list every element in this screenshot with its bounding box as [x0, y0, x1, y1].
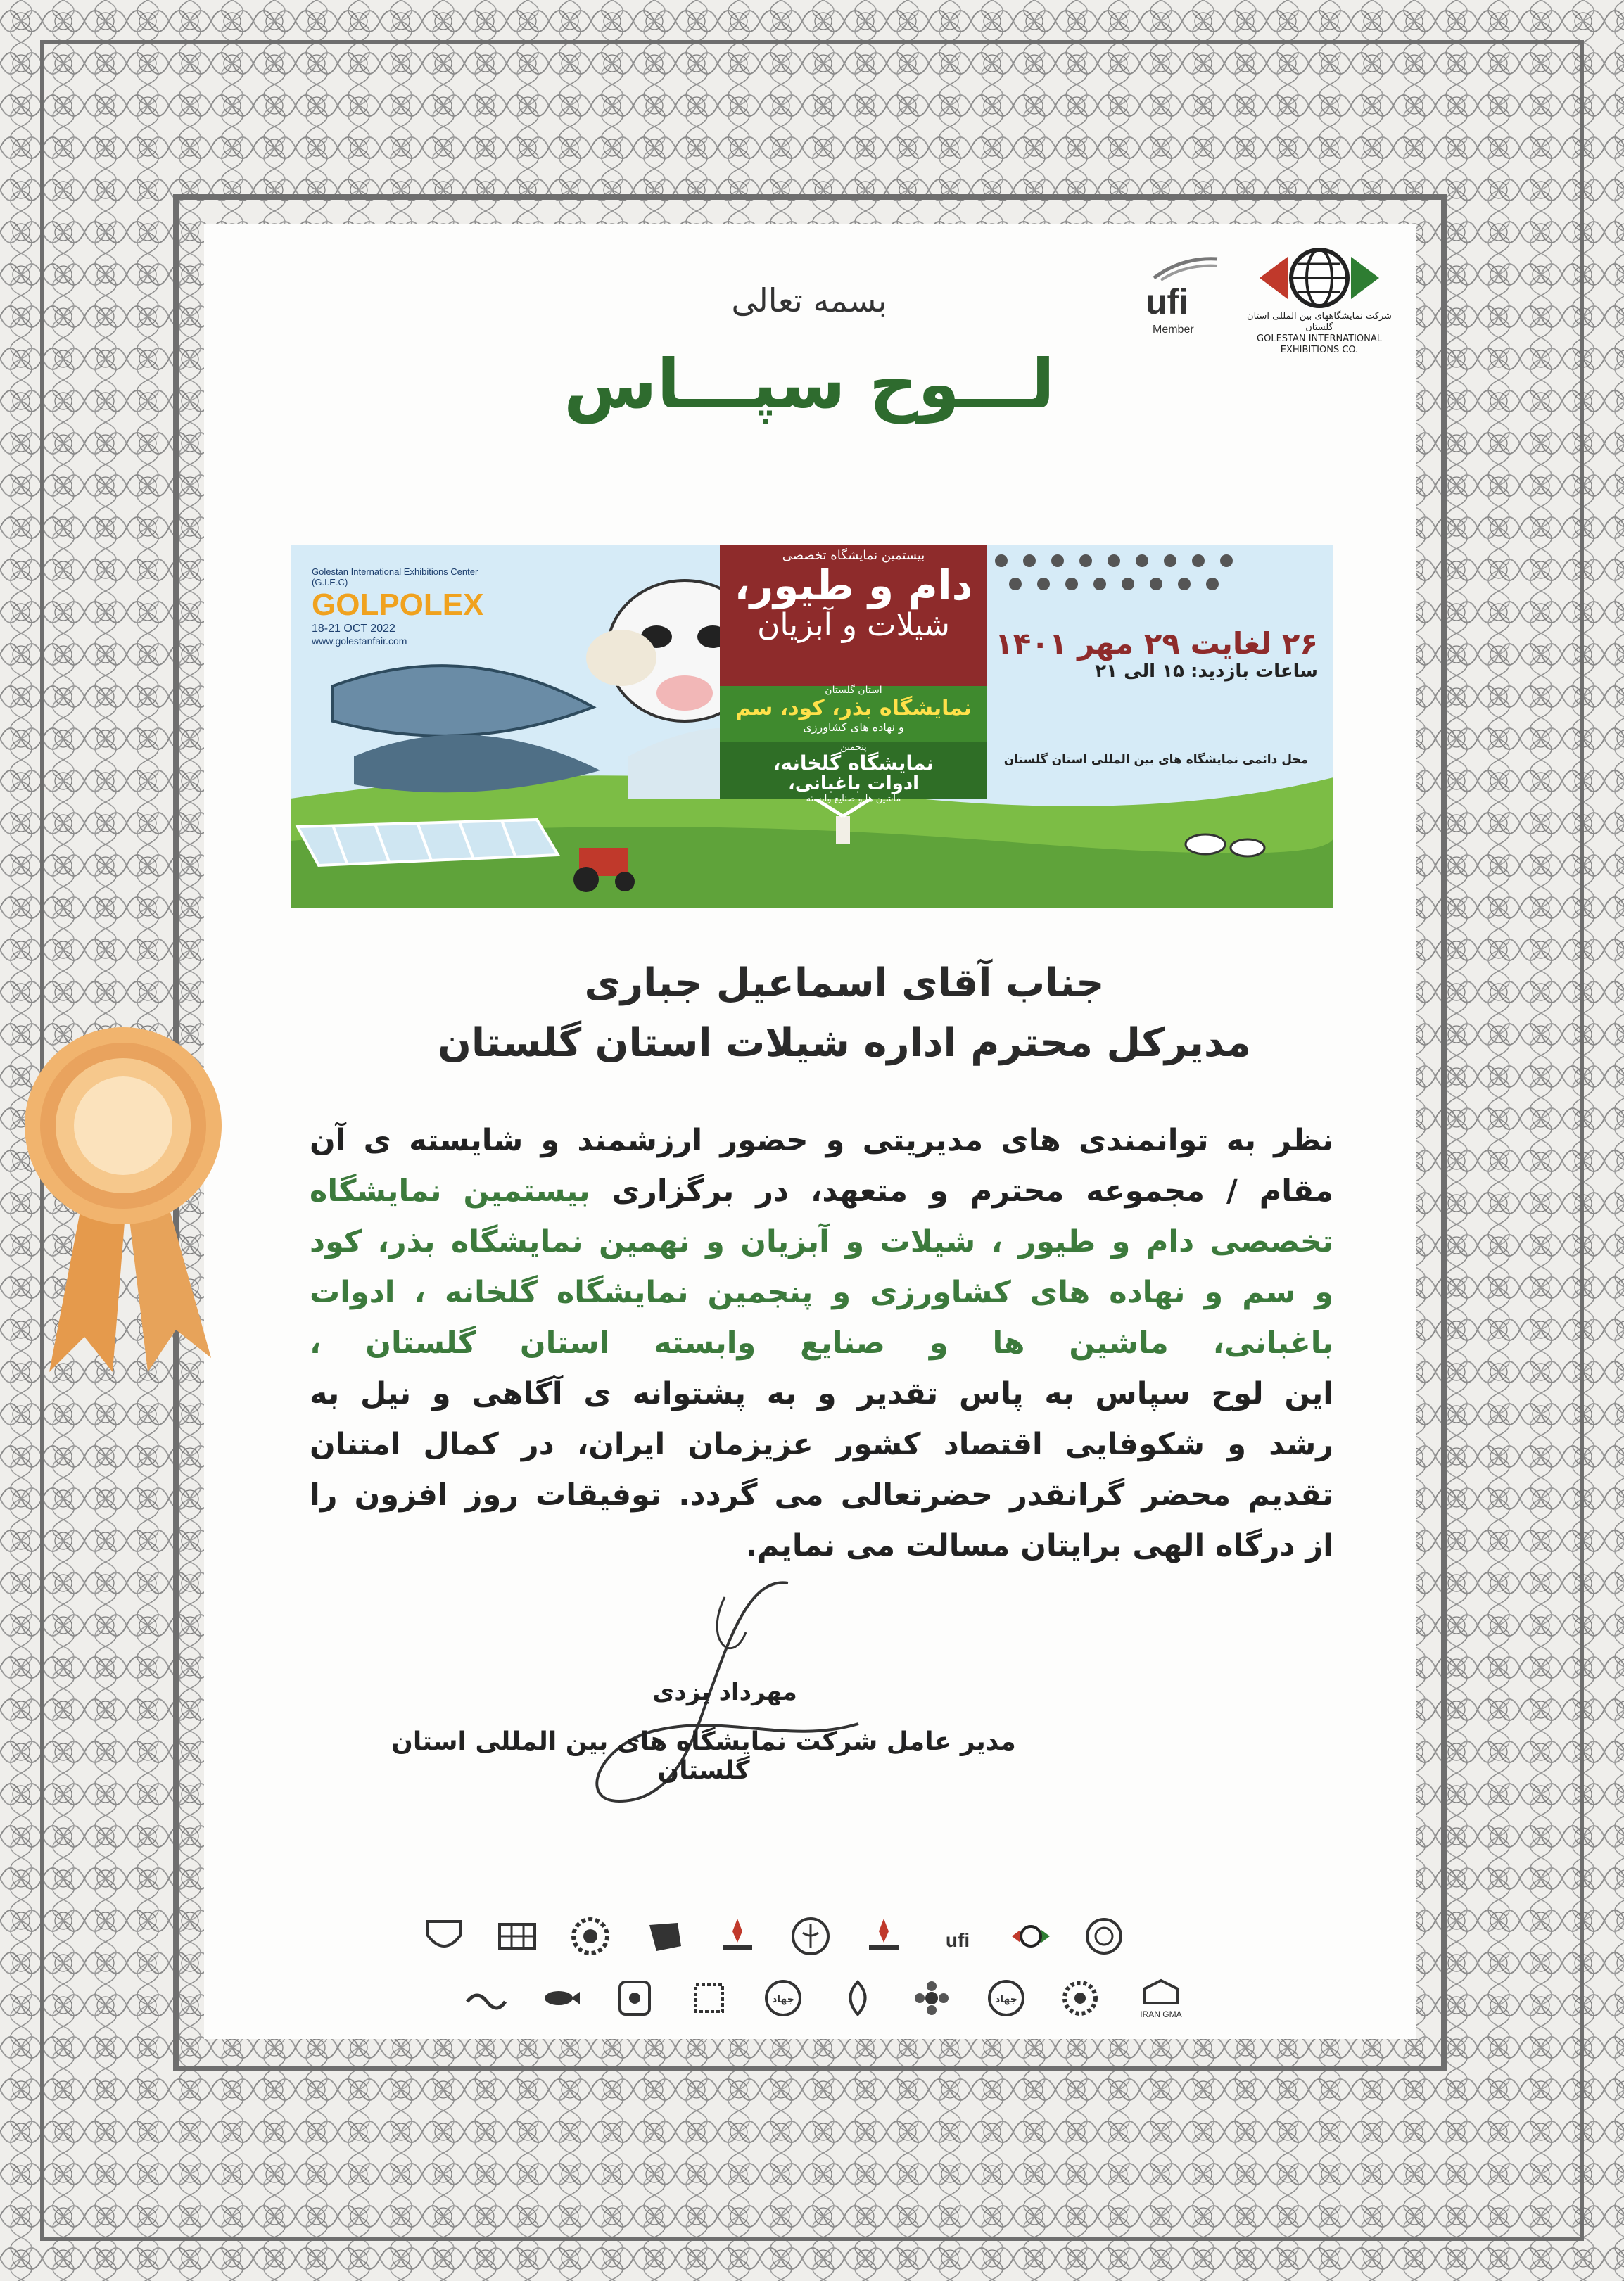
body-line-7: رشد و شکوفایی اقتصاد کشور عزیزمان ایران، در کمال امتنان [310, 1427, 1333, 1462]
body-line-2a: مقام / مجموعه محترم و متعهد، در برگزاری [611, 1174, 1333, 1209]
iran-gma-label: IRAN GMA [1140, 2009, 1182, 2019]
iran-map-logo-icon [642, 1914, 686, 1958]
banner-second-title: نمایشگاه بذر، کود، سم [735, 696, 972, 720]
ministry2-logo-icon [862, 1914, 906, 1958]
body-line-9: از درگاه الهی برایتان مسالت می نمایم. [745, 1528, 1333, 1563]
ufi-member-logo [1140, 253, 1224, 352]
banner-venue-line: محل دائمی نمایشگاه های بین المللی استان گلستان [1003, 753, 1309, 767]
svg-text:ufi: ufi [945, 1929, 970, 1951]
leaf-logo-icon [836, 1976, 880, 2020]
jahad2-logo-icon [984, 1976, 1028, 2020]
ufi-member-label: Member [1153, 324, 1194, 336]
org-caption-fa: شرکت نمایشگاههای بین المللی استان گلستان [1247, 311, 1392, 333]
banner-third-title-2: ادوات باغبانی، [787, 773, 920, 794]
gear2-logo-icon [1058, 1976, 1102, 2020]
banner-third-title-1: نمایشگاه گلخانه، [773, 751, 934, 775]
body-line-5: باغبانی، ماشین ها و صنایع وابسته استان گلستان ، [310, 1326, 1333, 1361]
ministry-logo-icon [716, 1914, 759, 1958]
emblem-logo-icon [687, 1976, 731, 2020]
ufi-swoosh-icon [1140, 253, 1224, 281]
golestan-exhibitions-logo [1238, 246, 1400, 355]
body-line-2b: بیستمین نمایشگاه [310, 1174, 590, 1209]
exhibition-banner [291, 545, 1333, 908]
footer-logos-row-2 [464, 1970, 1189, 2026]
basmala: بسمه تعالی [731, 281, 887, 319]
shield-logo-icon [422, 1914, 466, 1958]
banner-second-sub: و نهاده های کشاورزی [803, 720, 904, 734]
agri-logo-icon [789, 1914, 832, 1958]
body-line-1: نظر به توانمندی های مدیریتی و حضور ارزشمند و شایسته ی آن [310, 1123, 1333, 1158]
banner-brand: GOLPOLEX [312, 587, 484, 622]
iran-gma-logo [1133, 1978, 1189, 2019]
banner-third-sub: ماشین ها و صنایع وابسته [806, 794, 901, 804]
signatory-name: مهرداد یزدی [652, 1678, 797, 1706]
banner-third-edition: پنجمین [840, 742, 867, 753]
page-title: لـــوح سپـــاس [564, 345, 1055, 424]
globe-footer-logo-icon [1009, 1914, 1053, 1958]
body-line-2 [310, 1166, 1333, 1216]
banner-website: www.golestanfair.com [312, 635, 407, 647]
gear-logo-icon [569, 1914, 612, 1958]
house-logo-icon [1140, 1978, 1182, 2006]
grid-logo-icon [495, 1914, 539, 1958]
svg-text:جهاد: جهاد [994, 1994, 1017, 2005]
jahad-logo-icon [761, 1976, 805, 2020]
footer-logos-row-1 [422, 1908, 1126, 1964]
body-line-8: تقدیم محضر گرانقدر حضرتعالی می گردد. توفیقات روز افزون را [310, 1478, 1333, 1513]
svg-text:جهاد: جهاد [772, 1994, 795, 2005]
fish-logo-icon [539, 1976, 583, 2020]
recipient-name: جناب آقای اسماعیل جباری [584, 960, 1105, 1006]
banner-main-title-1: دام و طیور، [734, 561, 973, 609]
banner-second-province: استان گلستان [825, 685, 882, 696]
ribbon-seal-icon [7, 1020, 239, 1386]
org-caption-en: GOLESTAN INTERNATIONAL EXHIBITIONS CO. [1257, 333, 1382, 355]
banner-date-line: ۲۶ لغایت ۲۹ مهر ۱۴۰۱ [995, 626, 1318, 661]
body-line-4: و سم و نهاده های کشاورزی و پنجمین نمایشگاه گلخانه ، ادوات [310, 1275, 1333, 1310]
globe-logo-icon [1238, 246, 1400, 310]
crest-logo-icon [613, 1976, 656, 2020]
ufi-word: ufi [1146, 282, 1189, 322]
ufi-footer-logo-icon [936, 1914, 979, 1958]
seal-footer-logo-icon [1082, 1914, 1126, 1958]
body-line-3: تخصصی دام و طیور ، شیلات و آبزیان و نهمین نمایشگاه بذر، کود [310, 1224, 1333, 1259]
banner-center-name: Golestan International Exhibitions Center (G.I.E.C) [312, 566, 478, 587]
banner-main-title-2: شیلات و آبزیان [757, 607, 950, 643]
handwritten-signature [493, 1569, 915, 1850]
wave-logo-icon [464, 1976, 508, 2020]
banner-hours-line: ساعات بازدید: ۱۵ الی ۲۱ [1095, 661, 1318, 682]
banner-edition: بیستمین نمایشگاه تخصصی [782, 548, 925, 563]
recipient-title: مدیرکل محترم اداره شیلات استان گلستان [438, 1020, 1251, 1066]
banner-dates-en: 18-21 OCT 2022 [312, 623, 395, 635]
flower-logo-icon [910, 1976, 953, 2020]
body-line-6: این لوح سپاس به پاس تقدیر و به پشتوانه ی آگاهی و نیل به [310, 1376, 1333, 1411]
signatory-title: مدیر عامل شرکت نمایشگاه های بین المللی استان گلستان [391, 1727, 1016, 1785]
